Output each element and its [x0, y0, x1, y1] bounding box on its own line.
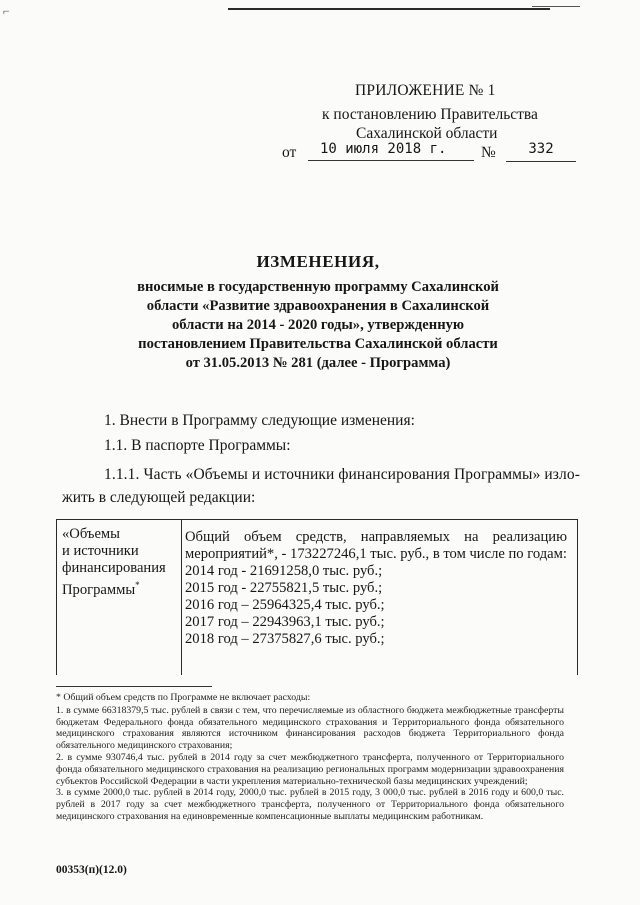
financing-label-line: «Объемы	[62, 526, 120, 542]
top-rule	[228, 8, 550, 10]
financing-year-row: 2017 год – 22943963,1 тыс. руб.;	[185, 614, 385, 630]
financing-year-row: 2014 год - 21691258,0 тыс. руб.;	[185, 563, 383, 579]
financing-label-cell	[57, 520, 182, 675]
financing-year-row: 2015 год - 22755821,5 тыс. руб.;	[185, 580, 383, 596]
number-prefix: №	[481, 144, 496, 161]
footnote-item: 3. в сумме 2000,0 тыс. рублей в 2014 году, 2000,0 тыс. рублей в 2015 году, 3 000,0 тыс. рублей в 2016 году и 600,0 тыс. рублей в 2017 году за счет межбюджетного трансферта, полученного от Территориального фонда обязательного медицинского страхования на единовременные компенсационные выплаты медицинским работникам.	[56, 787, 564, 822]
footnote-item: 1. в сумме 66318379,5 тыс. рублей в связи с тем, что перечисляемые из областного бюджета межбюджетные трансферты бюджетам Федерального фонда обязательного медицинского страхования и Территориального фонда обязательного медицинского страхования являются источником финансирования расходов бюджета Территориального фонда обязательного медицинского страхования;	[56, 704, 564, 752]
annex-to: к постановлению Правительства	[322, 106, 538, 123]
title-block	[118, 252, 518, 373]
corner-mark: ⌐	[3, 4, 10, 18]
title-subtitle	[118, 278, 518, 373]
financing-year-row: 2018 год – 27375827,6 тыс. руб.;	[185, 631, 385, 647]
top-rule-secondary	[532, 6, 580, 7]
paragraph-1-1: 1.1. В паспорте Программы:	[104, 437, 291, 454]
footnote-separator	[56, 686, 212, 687]
date-value: 10 июля 2018 г.	[308, 141, 474, 161]
annex-number: ПРИЛОЖЕНИЕ № 1	[355, 82, 496, 99]
financing-label-line	[62, 577, 166, 599]
financing-label-line: и источники	[62, 543, 139, 559]
footnotes	[56, 692, 564, 823]
financing-label	[62, 526, 166, 599]
number-value: 332	[506, 141, 576, 162]
title-line: области «Развитие здравоохранения в Сахалинской	[146, 298, 490, 314]
paragraph-1: 1. Внести в Программу следующие изменения:	[104, 412, 415, 429]
financing-year-row: 2016 год – 25964325,4 тыс. руб.;	[185, 597, 385, 613]
title-main: ИЗМЕНЕНИЯ,	[256, 252, 380, 271]
financing-table	[56, 519, 578, 675]
financing-total: Общий объем средств, направляемых на реализацию мероприятий*, - 173227246,1 тыс. руб., в том числе по годам:	[185, 529, 567, 562]
title-line: постановлением Правительства Сахалинской области	[138, 336, 498, 352]
financing-label-last: Программы	[62, 581, 136, 598]
financing-value-cell	[185, 529, 567, 648]
document-code: 00353(п)(12.0)	[56, 864, 127, 876]
footnote-mark: *	[135, 580, 140, 590]
date-number-line	[282, 141, 582, 165]
financing-label-line: финансирования	[62, 560, 166, 576]
title-line: вносимые в государственную программу Сахалинской	[137, 279, 499, 295]
paragraph-1-1-1-cont: жить в следующей редакции:	[62, 489, 256, 506]
footnote-item: 2. в сумме 930746,4 тыс. рублей в 2014 году за счет межбюджетного трансферта, полученного от Территориального фонда обязательного медицинского страхования на реализацию региональных программ модернизации здравоохранения субъектов Российской Федерации в части укрепления материально-технической базы медицинских учреждений;	[56, 751, 564, 787]
annex-region: Сахалинской области	[356, 125, 498, 142]
title-line: от 31.05.2013 № 281 (далее - Программа)	[185, 355, 451, 371]
title-line: области на 2014 - 2020 годы», утвержденную	[171, 317, 465, 333]
date-prefix: от	[282, 144, 297, 161]
footnote-head: * Общий объем средств по Программе не включает расходы:	[56, 692, 311, 703]
paragraph-1-1-1: 1.1.1. Часть «Объемы и источники финансирования Программы» изло-	[104, 466, 580, 483]
